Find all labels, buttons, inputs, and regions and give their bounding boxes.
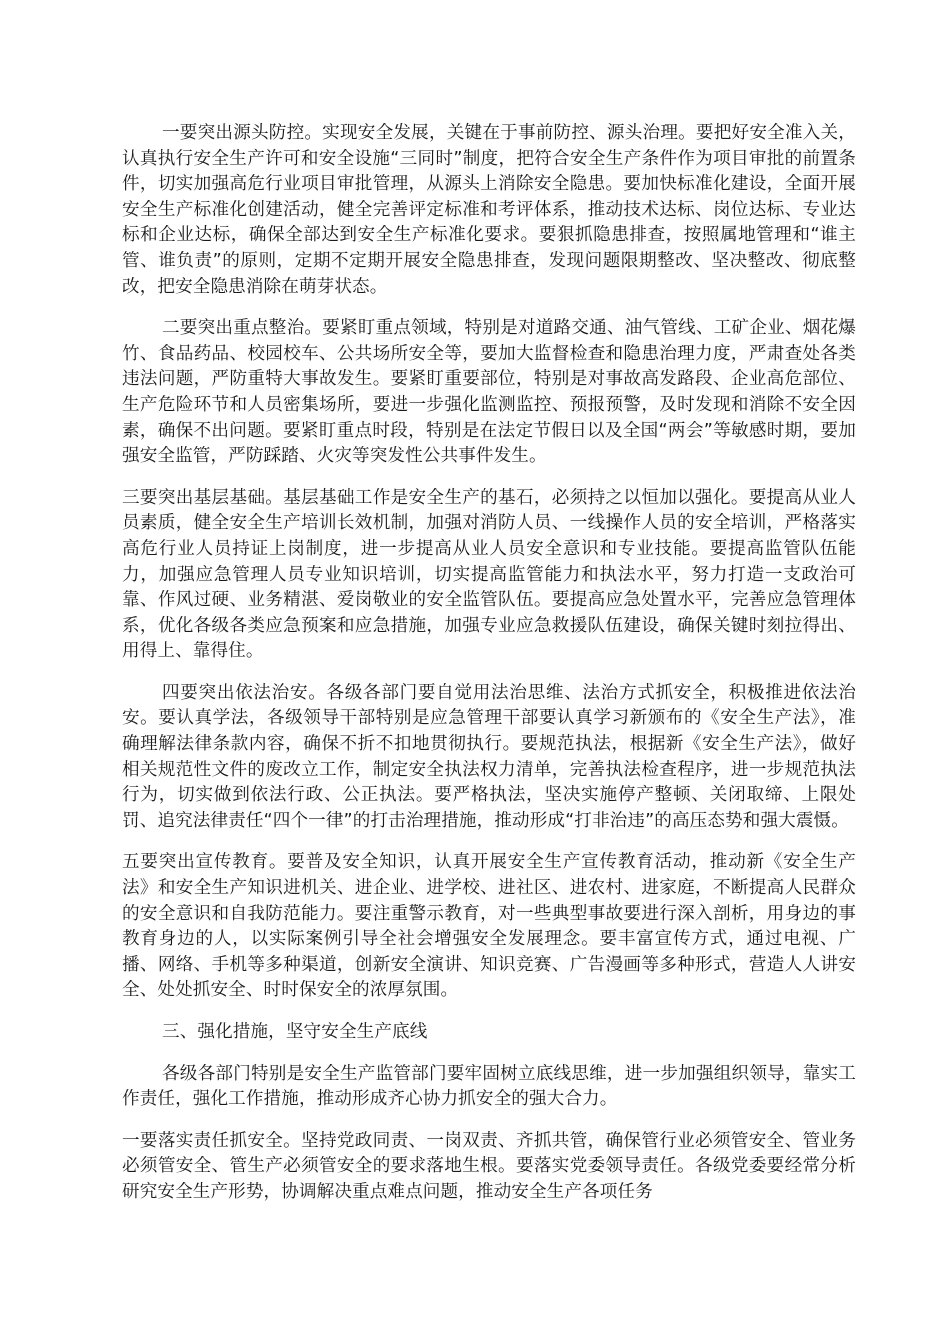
paragraph-publicity-education: 五要突出宣传教育。要普及安全知识，认真开展安全生产宣传教育活动，推动新《安全生产法》和安全生产知识进机关、进企业、进学校、进社区、进农村、进家庭，不断提高人民群众的安全意识和自我防范能力。要注重警示教育，对一些典型事故要进行深入剖析，用身边的事教育身边的人，以实际案例引导全社会增强安全发展理念。要丰富宣传方式，通过电视、广播、网络、手机等多种渠道，创新安全演讲、知识竞赛、广告漫画等多种形式，营造人人讲安全、处处抓安全、时时保安全的浓厚氛围。	[122, 852, 856, 1001]
section-heading: 三、强化措施，坚守安全生产底线	[162, 1022, 428, 1042]
paragraph-source-prevention: 一要突出源头防控。实现安全发展，关键在于事前防控、源头治理。要把好安全准入关，认真执行安全生产许可和安全设施“三同时”制度，把符合安全生产条件作为项目审批的前置条件，切实加强高危行业项目审批管理，从源头上消除安全隐患。要加快标准化建设，全面开展安全生产标准化创建活动，健全完善评定标准和考评体系，推动技术达标、岗位达标、专业达标和企业达标，确保全部达到安全生产标准化要求。要狠抓隐患排查，按照属地管理和“谁主管、谁负责”的原则，定期不定期开展安全隐患排查，发现问题限期整改、坚决整改、彻底整改，把安全隐患消除在萌芽状态。	[122, 123, 856, 297]
paragraph-responsibility: 一要落实责任抓安全。坚持党政同责、一岗双责、齐抓共管，确保管行业必须管安全、管业务必须管安全、管生产必须管安全的要求落地生根。要落实党委领导责任。各级党委要经常分析研究安全生产形势，协调解决重点难点问题，推动安全生产各项任务	[122, 1130, 856, 1202]
paragraph-rule-of-law: 四要突出依法治安。各级各部门要自觉用法治思维、法治方式抓安全，积极推进依法治安。要认真学法，各级领导干部特别是应急管理干部要认真学习新颁布的《安全生产法》，准确理解法律条款内容，确保不折不扣地贯彻执行。要规范执法，根据新《安全生产法》，做好相关规范性文件的废改立工作，制定安全执法权力清单，完善执法检查程序，进一步规范执法行为，切实做到依法行政、公正执法。要严格执法，坚决实施停产整顿、关闭取缔、上限处罚、追究法律责任“四个一律”的打击治理措施，推动形成“打非治违”的高压态势和强大震慑。	[122, 682, 856, 831]
paragraph-section-intro: 各级各部门特别是安全生产监管部门要牢固树立底线思维，进一步加强组织领导，靠实工作责任，强化工作措施，推动形成齐心协力抓安全的强大合力。	[122, 1063, 856, 1110]
paragraph-key-rectification: 二要突出重点整治。要紧盯重点领域，特别是对道路交通、油气管线、工矿企业、烟花爆竹、食品药品、校园校车、公共场所安全等，要加大监督检查和隐患治理力度，严肃查处各类违法问题，严防重特大事故发生。要紧盯重要部位，特别是对事故高发路段、企业高危部位、生产危险环节和人员密集场所，要进一步强化监测监控、预报预警，及时发现和消除不安全因素，确保不出问题。要紧盯重点时段，特别是在法定节假日以及全国“两会”等敏感时期，要加强安全监管，严防踩踏、火灾等突发性公共事件发生。	[122, 318, 856, 467]
paragraph-grassroots-foundation: 三要突出基层基础。基层基础工作是安全生产的基石，必须持之以恒加以强化。要提高从业人员素质，健全安全生产培训长效机制，加强对消防人员、一线操作人员的安全培训，严格落实高危行业人员持证上岗制度，进一步提高从业人员安全意识和专业技能。要提高监管队伍能力，加强应急管理人员专业知识培训，切实提高监管能力和执法水平，努力打造一支政治可靠、作风过硬、业务精湛、爱岗敬业的安全监管队伍。要提高应急处置水平，完善应急管理体系，优化各级各类应急预案和应急措施，加强专业应急救援队伍建设，确保关键时刻拉得出、用得上、靠得住。	[122, 487, 856, 662]
document-body	[122, 121, 856, 1222]
